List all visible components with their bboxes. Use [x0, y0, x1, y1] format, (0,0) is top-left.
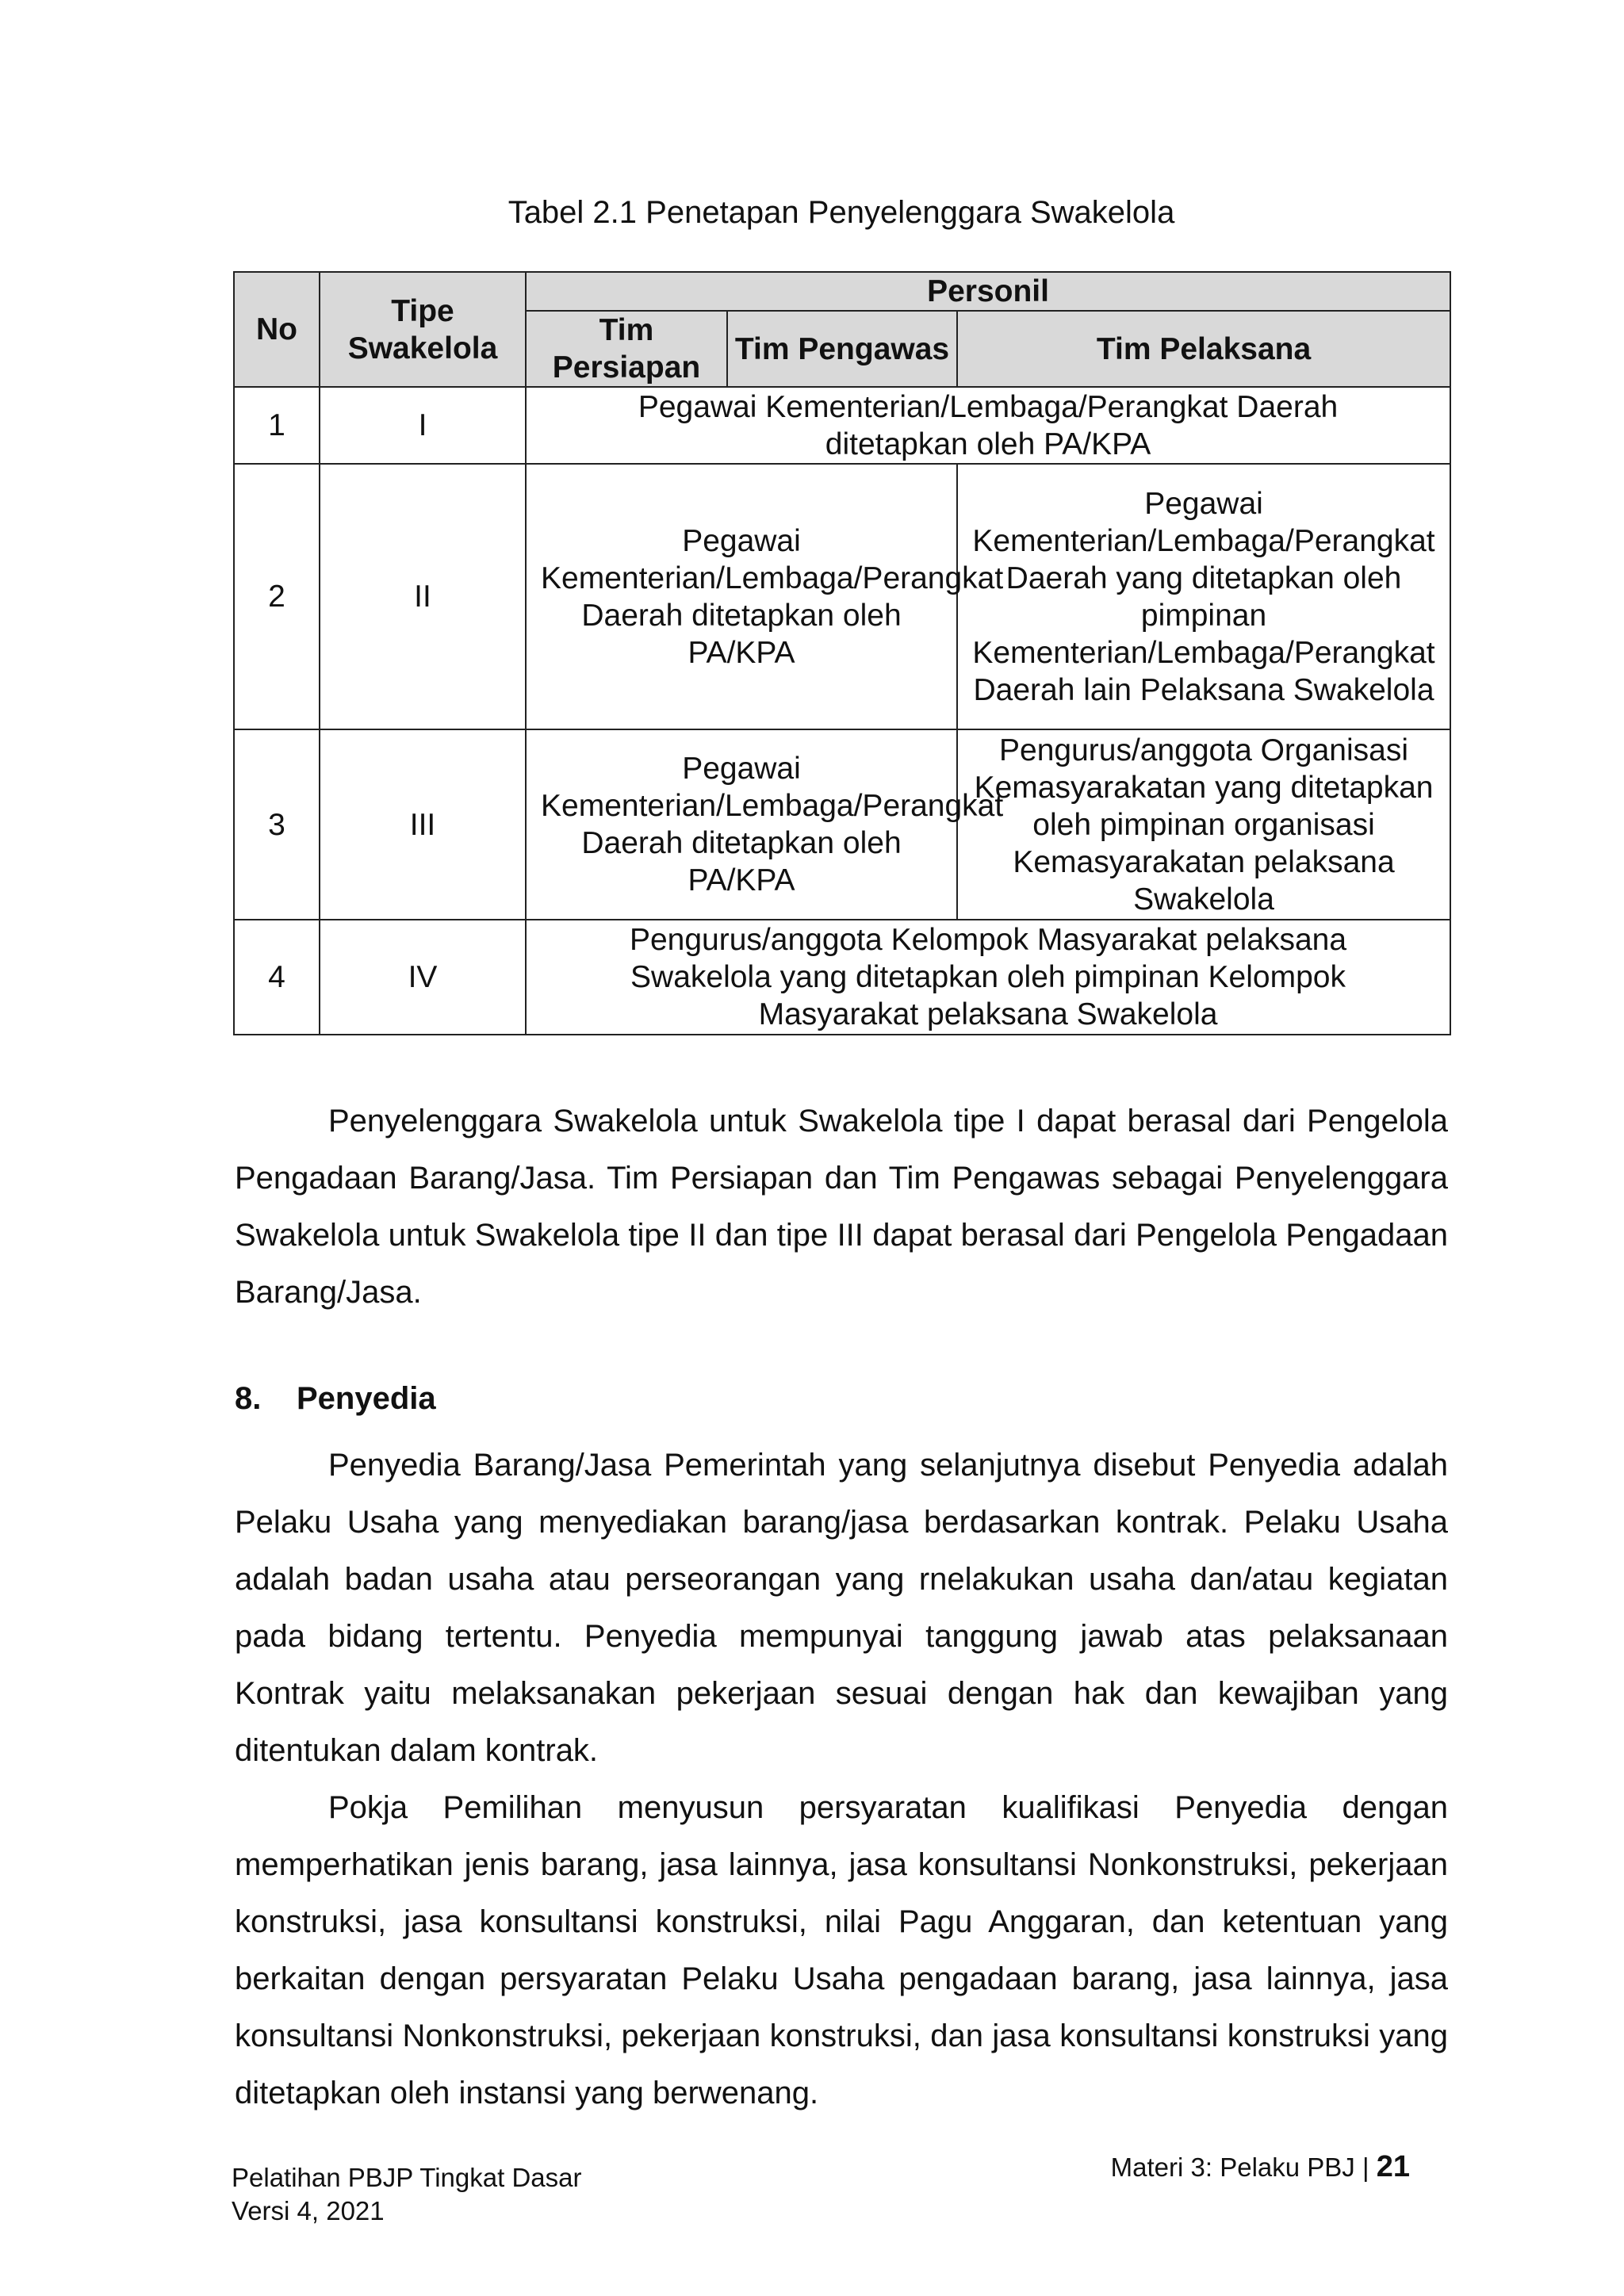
section-number: 8. [235, 1381, 262, 1416]
table-row [234, 920, 1450, 1035]
cell-persiapan-pengawas: Pegawai Kementerian/Lembaga/Perangkat Daerah ditetapkan oleh PA/KPA [526, 464, 957, 729]
table-row [234, 387, 1450, 464]
header-personil: Personil [526, 272, 1450, 311]
cell-pelaksana: Pegawai Kementerian/Lembaga/Perangkat Daerah yang ditetapkan oleh pimpinan Kementerian/Lembaga/Perangkat Daerah lain Pelaksana Swakelola [957, 464, 1450, 729]
cell-no: 2 [234, 464, 320, 729]
cell-no: 4 [234, 920, 320, 1035]
paragraph-pokja [235, 1779, 1448, 2122]
header-tim-pengawas: Tim Pengawas [727, 311, 957, 387]
footer-module: Materi 3: Pelaku PBJ | [1110, 2152, 1369, 2182]
cell-no: 3 [234, 729, 320, 920]
paragraph-swakelola [235, 1093, 1448, 1321]
cell-tipe: IV [320, 920, 526, 1035]
footer-version: Versi 4, 2021 [232, 2196, 385, 2225]
cell-tipe: III [320, 729, 526, 920]
table-caption: Tabel 2.1 Penetapan Penyelenggara Swakelola [508, 195, 1175, 230]
footer-course: Pelatihan PBJP Tingkat Dasar [232, 2163, 582, 2192]
header-no: No [234, 272, 320, 387]
section-heading [235, 1376, 436, 1421]
paragraph-text: Penyelenggara Swakelola untuk Swakelola tipe I dapat berasal dari Pengelola Pengadaan Barang/Jasa. Tim Persiapan dan Tim Pengawas sebagai Penyelenggara Swakelola untuk Swakelola tipe II dan tipe III dapat berasal dari Pengelola Pengadaan Barang/Jasa. [235, 1104, 1448, 1310]
footer-left [232, 2161, 581, 2228]
header-tim-persiapan: Tim Persiapan [526, 311, 727, 387]
cell-persiapan-pengawas: Pegawai Kementerian/Lembaga/Perangkat Daerah ditetapkan oleh PA/KPA [526, 729, 957, 920]
table-row [234, 464, 1450, 729]
cell-personil-all: Pengurus/anggota Kelompok Masyarakat pelaksana Swakelola yang ditetapkan oleh pimpinan Kelompok Masyarakat pelaksana Swakelola [526, 920, 1450, 1035]
header-tim-pelaksana: Tim Pelaksana [957, 311, 1450, 387]
paragraph-text: Pokja Pemilihan menyusun persyaratan kualifikasi Penyedia dengan memperhatikan jenis barang, jasa lainnya, jasa konsultansi Nonkonstruksi, pekerjaan konstruksi, jasa konsultansi konstruksi, nilai Pagu Anggaran, dan ketentuan yang berkaitan dengan persyaratan Pelaku Usaha pengadaan barang, jasa lainnya, jasa konsultansi Nonkonstruksi, pekerjaan konstruksi, dan jasa konsultansi konstruksi yang ditetapkan oleh instansi yang berwenang. [235, 1790, 1448, 2110]
swakelola-table [233, 271, 1451, 1035]
table-header-row [234, 272, 1450, 311]
cell-tipe: II [320, 464, 526, 729]
section-title: Penyedia [297, 1381, 436, 1416]
cell-tipe: I [320, 387, 526, 464]
header-tipe: Tipe Swakelola [320, 272, 526, 387]
paragraph-penyedia [235, 1437, 1448, 1779]
table-row [234, 729, 1450, 920]
cell-personil-all: Pegawai Kementerian/Lembaga/Perangkat Daerah ditetapkan oleh PA/KPA [526, 387, 1450, 464]
page-number: 21 [1376, 2150, 1410, 2183]
paragraph-text: Penyedia Barang/Jasa Pemerintah yang selanjutnya disebut Penyedia adalah Pelaku Usaha yang menyediakan barang/jasa berdasarkan kontrak. Pelaku Usaha adalah badan usaha atau perseorangan yang rnelakukan usaha dan/atau kegiatan pada bidang tertentu. Penyedia mempunyai tanggung jawab atas pelaksanaan Kontrak yaitu melaksanakan pekerjaan sesuai dengan hak dan kewajiban yang ditentukan dalam kontrak. [235, 1448, 1448, 1768]
cell-pelaksana: Pengurus/anggota Organisasi Kemasyarakatan yang ditetapkan oleh pimpinan organisasi Kemasyarakatan pelaksana Swakelola [957, 729, 1450, 920]
footer-right [1111, 2150, 1410, 2184]
cell-no: 1 [234, 387, 320, 464]
